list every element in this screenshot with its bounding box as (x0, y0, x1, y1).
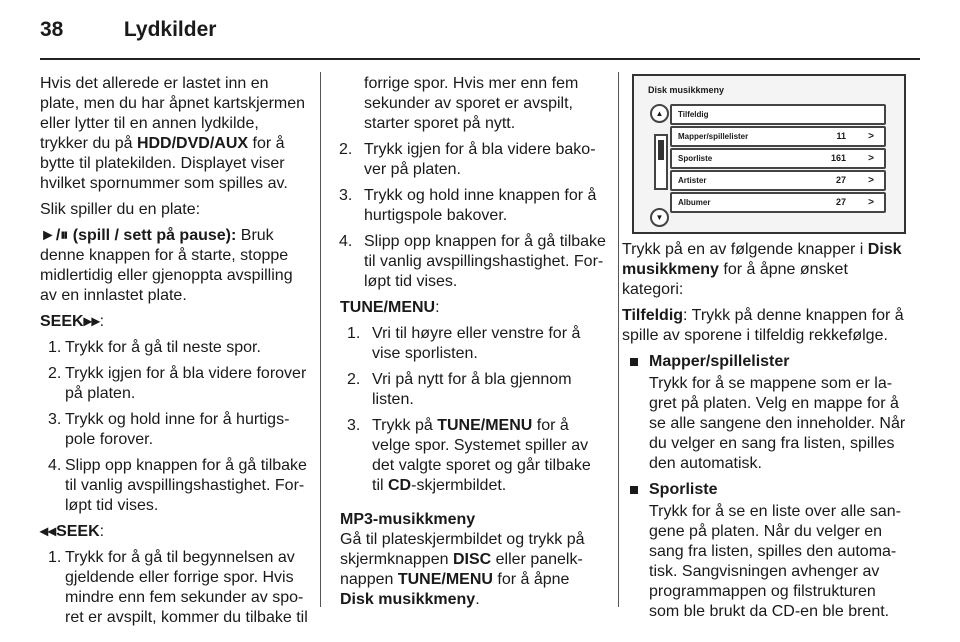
list-item: 1. Trykk for å gå til begynnelsen av gjeldende eller forrige spor. Hvis mindre enn fem sekunder av sporet er avspilt, kommer du tilbake til (48, 549, 308, 626)
seek-back-steps-cont (340, 140, 606, 292)
column-divider (618, 72, 619, 607)
menu-row: Tilfeldig (670, 104, 886, 125)
header-rule (40, 58, 920, 60)
play-pause-icon: ►/⏸ (40, 227, 69, 244)
intro-paragraph: Hvis det allerede er lastet inn en plate, men du har åpnet kartskjermen eller lytter til en annen lydkilde, trykker du på HDD/DVD/AUX for å bytte til platekilden. Displayet viser hvilket spornummer som spilles av. (40, 75, 306, 192)
page-title: Lydkilder (123, 18, 217, 41)
seek-forward-heading: SEEK▸▸: (40, 313, 105, 330)
mp3-heading: MP3-musikkmeny (340, 511, 476, 528)
column-divider (320, 72, 321, 607)
list-item: 1. Trykk for å gå til neste spor. (48, 339, 261, 356)
list-item: 1. Vri til høyre eller venstre for å vise sporlisten. (347, 325, 581, 362)
tune-heading: TUNE/MENU: (340, 299, 440, 316)
mp3-paragraph: Gå til plateskjermbildet og trykk på skjermknappen DISC eller panelknappen TUNE/MENU for å åpne Disk musikkmeny. (340, 531, 585, 608)
continued-text: forrige spor. Hvis mer enn fem sekunder av sporet er avspilt, starter sporet på nytt. (364, 75, 579, 132)
list-item: Sporliste Trykk for å se en liste over alle sangene på platen. Når du velger en sang fra listen, spilles den automatisk. Sangvisningen avhenger av programmappen og filstrukturen som ble brukt da CD-en ble brent. (622, 480, 910, 622)
list-item: 3. Trykk og hold inne for å hurtigspole forover. (48, 411, 290, 448)
menu-row: Albumer 27 > (670, 192, 886, 213)
list-item: 3. Trykk og hold inne knappen for å hurtigspole bakover. (339, 187, 597, 224)
seek-back-heading: ◂◂SEEK: (40, 523, 105, 540)
scroll-down-icon: ▼ (650, 208, 669, 227)
list-item: 3. Trykk på TUNE/MENU for å velge spor. Systemet spiller av det valgte sporet og går tilbake til CD-skjermbildet. (347, 417, 591, 494)
seek-back-steps (40, 548, 308, 628)
page-header (40, 18, 216, 42)
menu-row: Mapper/spillelister 11 > (670, 126, 886, 147)
category-intro: Trykk på en av følgende knapper i Disk musikkmeny for å åpne ønsket kategori: (622, 241, 902, 298)
tune-steps (340, 324, 606, 496)
bullet-icon (630, 358, 638, 366)
button-name: HDD/DVD/AUX (136, 135, 249, 152)
rewind-icon: ◂◂ (40, 523, 57, 540)
bullet-icon (630, 486, 638, 494)
column-2 (340, 74, 606, 616)
menu-row: Artister 27 > (670, 170, 886, 191)
column-3 (622, 240, 910, 624)
list-item: 2. Vri på nytt for å bla gjennom listen. (347, 371, 572, 408)
fast-forward-icon: ▸▸ (83, 313, 100, 330)
random-paragraph: Tilfeldig: Trykk på denne knappen for å spille av sporene i tilfeldig rekkefølge. (622, 307, 904, 344)
list-item: 2. Trykk igjen for å bla videre forover på platen. (48, 365, 307, 402)
list-item: 4. Slipp opp knappen for å gå tilbake til vanlig avspillingshastighet. Forløpt tid vises. (339, 233, 606, 290)
play-paragraph: ►/⏸ (spill / sett på pause): Bruk denne knappen for å starte, stoppe midlertidig eller gjenoppta avspilling av en innlastet plate. (40, 227, 293, 304)
play-intro: Slik spiller du en plate: (40, 201, 201, 218)
list-item: Mapper/spillelister Trykk for å se mappene som er lagret på platen. Velg en mappe for å se alle sangene den inneholder. Når du velger en sang fra listen, spilles den automatisk. (622, 352, 910, 474)
scrollbar (654, 134, 668, 190)
list-item: 2. Trykk igjen for å bla videre bakover på platen. (339, 141, 596, 178)
menu-row: Sporliste 161 > (670, 148, 886, 169)
scroll-up-icon: ▲ (650, 104, 669, 123)
figure-title: Disk musikkmeny (648, 85, 725, 95)
seek-forward-steps (40, 338, 308, 516)
page-number: 38 (40, 18, 64, 41)
disc-music-menu-figure (632, 74, 906, 234)
column-1 (40, 74, 308, 634)
list-item: 4. Slipp opp knappen for å gå tilbake til vanlig avspillingshastighet. Forløpt tid vises. (48, 457, 307, 514)
